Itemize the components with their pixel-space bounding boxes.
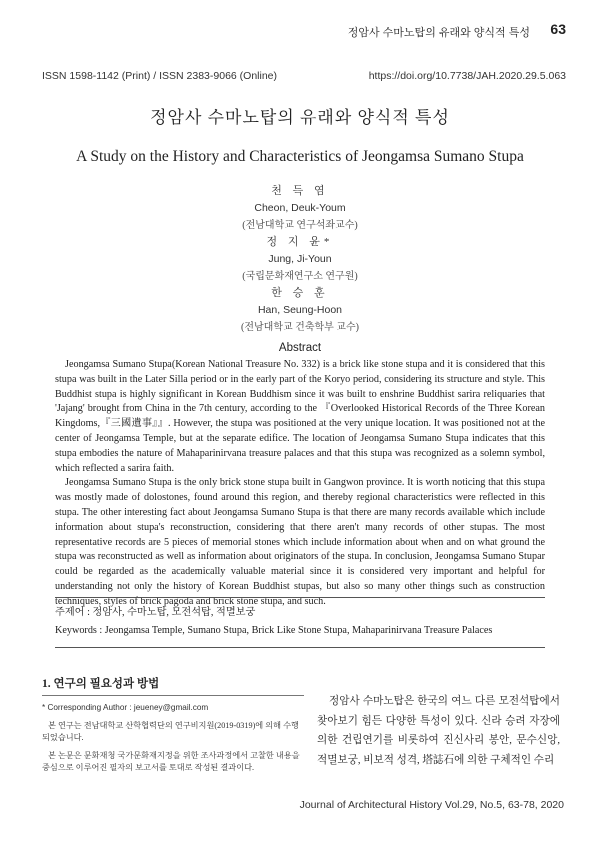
doi-link[interactable]: https://doi.org/10.7738/JAH.2020.29.5.063 — [368, 70, 566, 82]
author-name-korean: 천 득 염 — [271, 185, 329, 197]
title-korean: 정암사 수마노탑의 유래와 양식적 특성 — [150, 108, 450, 127]
section-rule — [42, 695, 304, 696]
keywords-top-rule — [55, 597, 545, 598]
author-name-korean: 한 승 훈 — [271, 287, 329, 299]
keywords-english: Keywords : Jeongamsa Temple, Sumano Stupa, Brick Like Stone Stupa, Mahaparinirvana Treasure Palaces — [55, 625, 493, 636]
corresponding-author-note: * Corresponding Author : jeueney@gmail.com — [42, 703, 209, 712]
author-affiliation: (전남대학교 연구석좌교수) — [242, 220, 358, 231]
author-affiliation: (전남대학교 건축학부 교수) — [241, 322, 359, 333]
issn: ISSN 1598-1142 (Print) / ISSN 2383-9066 (Online) — [42, 70, 278, 82]
page-number: 63 — [550, 21, 566, 37]
author-list — [0, 183, 600, 336]
body-paragraph: 정암사 수마노탑은 한국의 여느 다른 모전석탑에서 찾아보기 힘든 다양한 특성이 있다. 신라 승려 자장에 의한 건립연기를 비롯하여 진신사리 봉안, 문수신앙, 적멸보궁, 비보적 성격, 塔誌石에 의한 구체적인 수리 — [317, 696, 560, 766]
running-title: 정암사 수마노탑의 유래와 양식적 특성 — [347, 27, 530, 39]
abstract-body — [55, 358, 545, 610]
footnotes — [42, 702, 304, 780]
keywords-bottom-rule — [55, 647, 545, 648]
author-name-english: Jung, Ji-Youn — [268, 253, 332, 265]
journal-footer: Journal of Architectural History Vol.29, No.5, 63-78, 2020 — [299, 799, 564, 811]
author-name-english: Han, Seung-Hoon — [257, 304, 343, 316]
report-note: 본 논문은 문화재청 국가문화재지정을 위한 조사과정에서 고찰한 내용을 중심으로 이루어진 필자의 보고서를 토대로 작성된 결과이다. — [42, 751, 300, 772]
abstract-paragraph-2: Jeongamsa Sumano Stupa is the only brick stone stupa built in Gangwon province. It is worth noticing that this stupa was mostly made of dolostones, found around this region, and thereby regional characteristics were reflected in this stupa. The other interesting fact about Jeongamsa Sumano Stupa is that there are many records available which include information about stupa's reconstruction, considering that there aren't many records of other stupas. The most representative records are 5 pieces of memorial stones which include information about when and on what ground the stupa was reconstructed as well as information about originators of the stupa. In conclusion, Jeongamsa Sumano Stupar could be regarded as the academically valuable material since it is considered very important and helpful for understanding not only the history of Korean Buddhist stupas, but also so many other things such as construction techniques, styles of brick pagoda and brick stone stupa, and such. — [55, 477, 545, 607]
funding-note: 본 연구는 전남대학교 산학협력단의 연구비지원(2019-0319)에 의해 수행되었습니다. — [42, 721, 299, 742]
abstract-heading: Abstract — [278, 342, 322, 354]
keywords-korean: 주제어 : 정암사, 수마노탑, 모전석탑, 적멸보궁 — [55, 607, 256, 618]
author-1 — [0, 183, 600, 234]
abstract-paragraph-1: Jeongamsa Sumano Stupa(Korean National Treasure No. 332) is a brick like stone stupa and it is considered that this stupa was built in the Later Silla period or in the early part of the Koryo period, considering its structure and style. This Buddhist stupa is highly significant in Korean Buddhism since it was built to enshrine Buddhist sarira reliquaries that 'Jajang' brought from China in the 7th century, according to the 『Overlooked Historical Records of the Three Korean Kingdoms,『三國遺事』』. However, the stupa was positioned at the very unique location. It was positioned not at the center of Jeongamsa Temple, but at the separate edifice. The location of Jeongamsa Sumano Stupa indicates that this stupa embodies the nature of Mahaparinirvana treasure palaces and that this stupa was recognized as a solemn symbol, which reflected a sarira faith. — [55, 359, 545, 474]
body-right-column — [317, 692, 560, 770]
author-3 — [0, 285, 600, 336]
author-name-english: Cheon, Deuk-Youm — [254, 202, 346, 214]
title-english: A Study on the History and Characteristics of Jeongamsa Sumano Stupa — [76, 148, 524, 165]
author-name-korean: 정 지 윤* — [266, 236, 334, 248]
section-heading: 1. 연구의 필요성과 방법 — [42, 678, 160, 690]
keywords-block — [55, 604, 555, 640]
author-affiliation: (국립문화재연구소 연구원) — [242, 271, 358, 282]
author-2 — [0, 234, 600, 285]
